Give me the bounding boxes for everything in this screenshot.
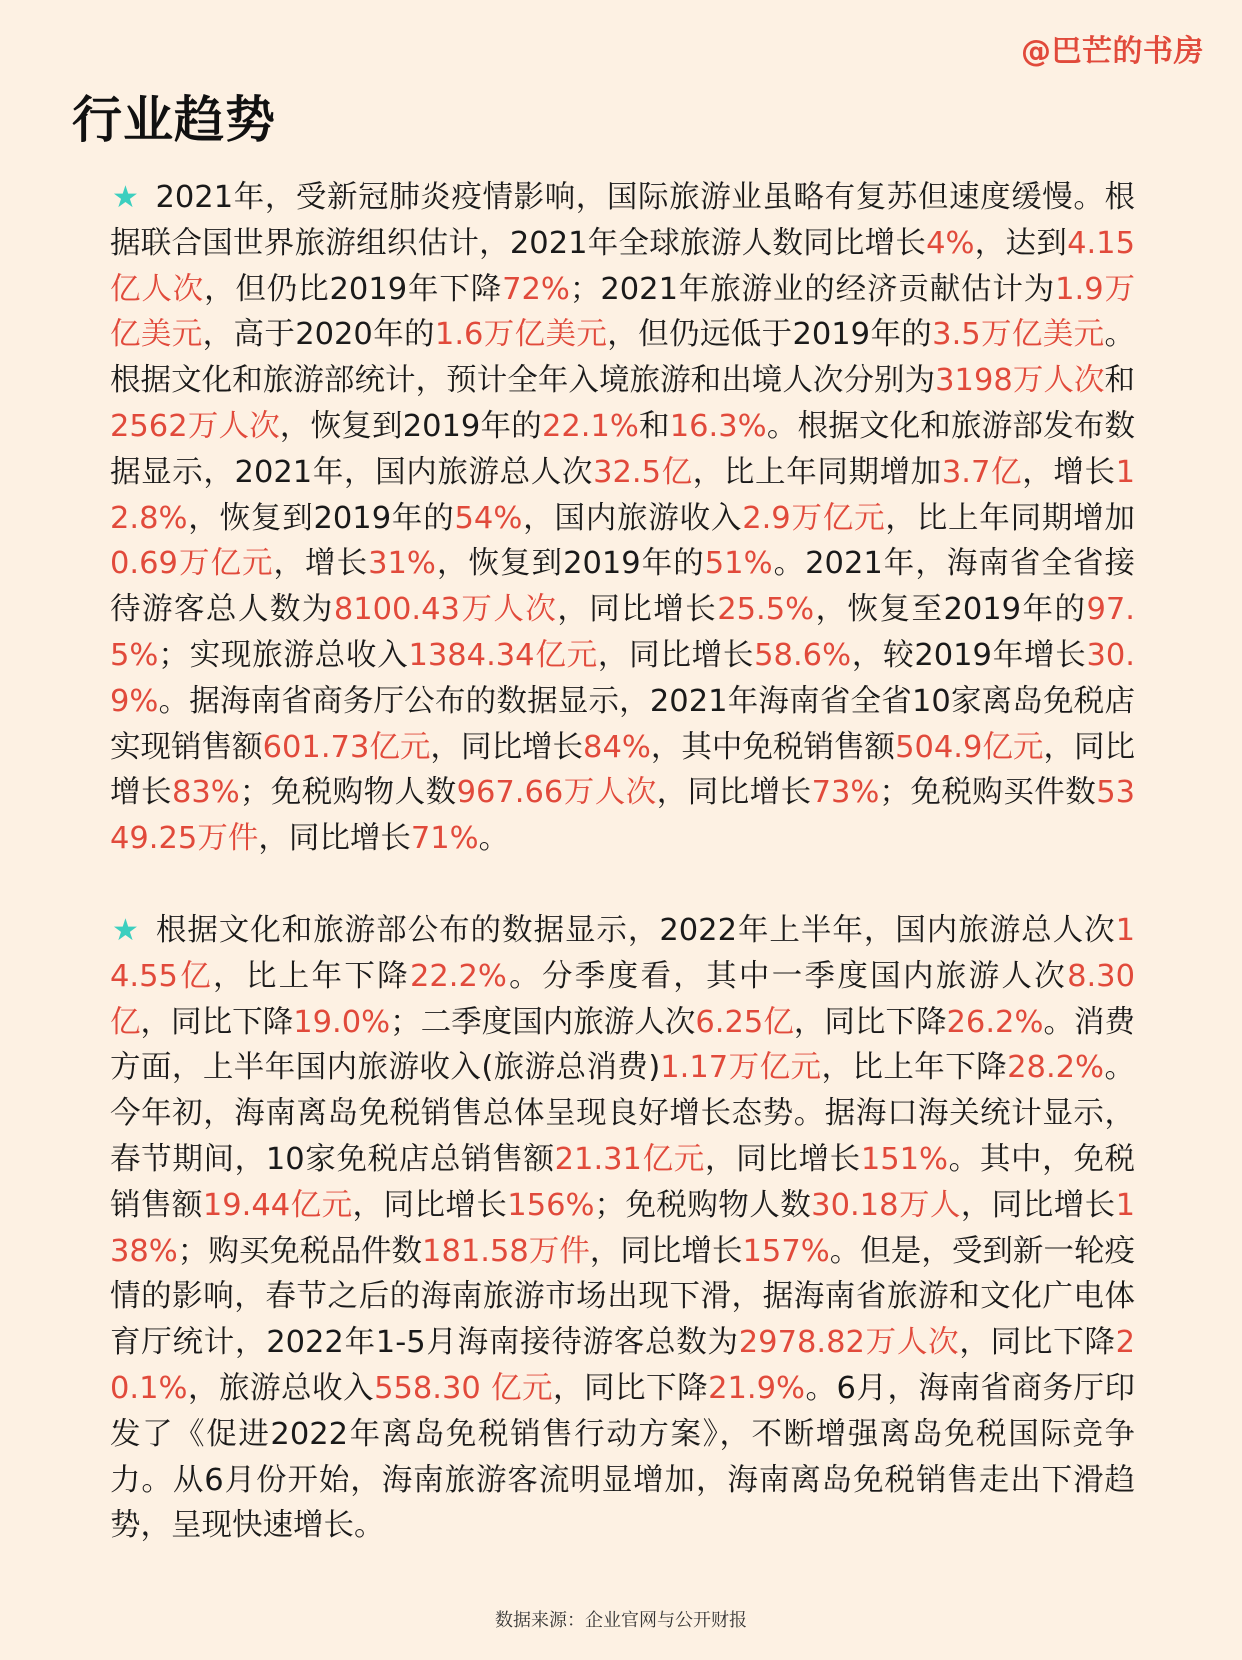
highlighted-figure: 21.9% (708, 1370, 805, 1406)
highlighted-figure: 4.15亿人次 (110, 225, 1135, 307)
body-text: ，旅游总收入 (187, 1370, 375, 1406)
highlighted-figure: 4% (926, 225, 975, 261)
highlighted-figure: 8100.43万人次 (333, 592, 558, 628)
highlighted-figure: 83% (171, 775, 240, 811)
highlighted-figure: 12.8% (110, 454, 1136, 536)
body-text: ；2021年旅游业的经济贡献估计为 (569, 271, 1056, 307)
highlighted-figure: 51% (704, 546, 773, 582)
highlighted-figure: 2.9万亿元 (742, 500, 886, 536)
highlighted-figure: 30.18万人 (811, 1187, 961, 1223)
highlighted-figure: 97.5% (110, 592, 1136, 673)
body-text: 。分季度看，其中一季度国内旅游人次 (506, 958, 1068, 994)
paragraph-1 (110, 175, 1135, 862)
highlighted-figure: 20.1% (110, 1325, 1135, 1406)
body-text: ，同比下降 (959, 1325, 1116, 1361)
body-text: 根据文化和旅游部公布的数据显示，2022年上半年，国内旅游总人次 (155, 912, 1116, 948)
body-text: ；免税购物人数 (239, 775, 457, 811)
highlighted-figure: 22.1% (541, 408, 639, 444)
body-text: ，恢复到2019年的 (279, 408, 542, 444)
highlighted-figure: 6.25亿 (695, 1004, 794, 1040)
body-text: ，同比增长 (597, 637, 755, 673)
body-text: 。根据文化和旅游部发布数据显示，2021年，国内旅游总人次 (110, 408, 1136, 490)
highlighted-figure: 5349.25万件 (110, 775, 1136, 857)
body-text: ；免税购物人数 (594, 1187, 812, 1223)
paragraph-2 (110, 908, 1135, 1549)
highlighted-figure: 3.7亿 (941, 454, 1023, 490)
body-text: ，高于2020年的 (202, 317, 435, 353)
highlighted-figure: 54% (454, 500, 523, 536)
highlighted-figure: 73% (811, 775, 880, 811)
highlighted-figure: 1.9万亿美元 (110, 271, 1136, 353)
body-text: ；购买免税品件数 (177, 1233, 423, 1269)
star-icon: ★ (112, 180, 140, 215)
highlighted-figure: 19.44亿元 (202, 1187, 353, 1223)
highlighted-figure: 2978.82万人次 (738, 1325, 960, 1361)
highlighted-figure: 58.6% (754, 637, 852, 673)
body-text: 。但是，受到新一轮疫情的影响，春节之后的海南旅游市场出现下滑，据海南省旅游和文化广电体育厅统计，2022年1-5月海南接待游客总数为 (110, 1233, 1136, 1361)
body-text: 2021年，受新冠肺炎疫情影响，国际旅游业虽略有复苏但速度缓慢。根据联合国世界旅游组织估计，2021年全球旅游人数同比增长 (110, 180, 1135, 261)
highlighted-figure: 181.58万件 (422, 1233, 590, 1269)
body-text: 和 (1104, 363, 1136, 399)
author-handle: @巴芒的书房 (1021, 34, 1204, 69)
body-text: ，同比下降 (553, 1370, 709, 1406)
highlighted-figure: 32.5亿 (593, 454, 693, 490)
body-text: 和 (638, 408, 670, 444)
body-text: ，国内旅游收入 (522, 500, 743, 536)
body-text: ；二季度国内旅游人次 (390, 1004, 696, 1040)
page-title: 行业趋势 (72, 91, 276, 149)
highlighted-figure: 21.31亿元 (554, 1141, 705, 1177)
body-text: ，较2019年增长 (851, 637, 1087, 673)
highlighted-figure: 84% (583, 729, 651, 765)
body-text: ，但仍远低于2019年的 (607, 317, 933, 353)
highlighted-figure: 151% (860, 1141, 949, 1177)
highlighted-figure: 25.5% (717, 592, 815, 628)
highlighted-figure: 3.5万亿美元 (932, 317, 1105, 353)
body-text: ，同比下降 (793, 1004, 947, 1040)
body-text: ，同比增长 (656, 775, 812, 811)
highlighted-figure: 8.30亿 (110, 958, 1135, 1040)
body-text: 。其中，免税销售额 (110, 1141, 1136, 1223)
body-text: ，其中免税销售额 (650, 729, 896, 765)
body-text: 。 (478, 821, 510, 857)
highlighted-figure: 601.73亿元 (262, 729, 431, 765)
body-text: ，同比下降 (140, 1004, 294, 1040)
highlighted-figure: 504.9亿元 (895, 729, 1044, 765)
highlighted-figure: 3198万人次 (935, 363, 1105, 399)
body-text: ，恢复至2019年的 (814, 592, 1087, 628)
body-text: 。2021年，海南省全省接待游客总人数为 (110, 546, 1135, 628)
body-text: ，同比增长 (430, 729, 584, 765)
highlighted-figure: 72% (502, 271, 570, 307)
body-text: ，同比增长 (557, 592, 718, 628)
highlighted-figure: 2562万人次 (110, 408, 280, 444)
body-text: ，同比增长 (258, 821, 411, 857)
highlighted-figure: 1.17万亿元 (660, 1050, 822, 1086)
highlighted-figure: 22.2% (409, 958, 507, 994)
body-text: ，比上年下降 (821, 1050, 1008, 1086)
body-text: 。根据文化和旅游部统计，预计全年入境旅游和出境人次分别为 (110, 317, 1136, 399)
body-text: ，达到 (974, 225, 1068, 261)
article-body (110, 175, 1135, 1595)
body-text: ，同比增长 (110, 729, 1136, 811)
body-text: ，但仍比2019年下降 (204, 271, 503, 307)
body-text: ；实现旅游总收入 (158, 637, 409, 673)
highlighted-figure: 1384.34亿元 (408, 637, 598, 673)
highlighted-figure: 28.2% (1007, 1050, 1105, 1086)
highlighted-figure: 138% (110, 1187, 1136, 1269)
highlighted-figure: 558.30 亿元 (374, 1370, 554, 1406)
highlighted-figure: 16.3% (669, 408, 767, 444)
body-text: 。6月，海南省商务厅印发了《促进2022年离岛免税销售行动方案》，不断增强离岛免税国际竞争力。从6月份开始，海南旅游客流明显增加，海南离岛免税销售走出下滑趋势，呈现快速增长。 (110, 1370, 1136, 1544)
body-text: ，增长 (1022, 454, 1116, 490)
body-text: ，同比增长 (589, 1233, 743, 1269)
body-text: ，增长 (273, 546, 369, 582)
body-text: 。今年初，海南离岛免税销售总体呈现良好增长态势。据海口海关统计显示，春节期间，10家免税店总销售额 (110, 1050, 1135, 1177)
highlighted-figure: 26.2% (946, 1004, 1044, 1040)
highlighted-figure: 1.6万亿美元 (434, 317, 608, 353)
highlighted-figure: 31% (368, 546, 436, 582)
highlighted-figure: 19.0% (293, 1004, 391, 1040)
highlighted-figure: 30.9% (110, 637, 1136, 719)
body-text: ，恢复到2019年的 (435, 546, 705, 582)
body-text: ，恢复到2019年的 (187, 500, 455, 536)
highlighted-figure: 14.55亿 (110, 912, 1135, 994)
body-text: ，比上年同期增加 (692, 454, 942, 490)
highlighted-figure: 156% (507, 1187, 595, 1223)
body-text: ，同比增长 (960, 1187, 1116, 1223)
body-text: 。消费方面，上半年国内旅游收入(旅游总消费) (110, 1004, 1136, 1086)
body-text: ，比上年下降 (213, 958, 410, 994)
body-text: ，同比增长 (704, 1141, 861, 1177)
star-icon: ★ (112, 912, 140, 948)
highlighted-figure: 967.66万人次 (456, 775, 657, 811)
body-text: ；免税购买件数 (879, 775, 1097, 811)
highlighted-figure: 0.69万亿元 (110, 546, 274, 582)
highlighted-figure: 157% (742, 1233, 830, 1269)
data-source-note: 数据来源：企业官网与公开财报 (495, 1610, 747, 1631)
body-text: 。据海南省商务厅公布的数据显示，2021年海南省全省10家离岛免税店实现销售额 (110, 683, 1135, 765)
body-text: ，比上年同期增加 (885, 500, 1135, 536)
highlighted-figure: 71% (410, 821, 479, 857)
body-text: ，同比增长 (352, 1187, 508, 1223)
